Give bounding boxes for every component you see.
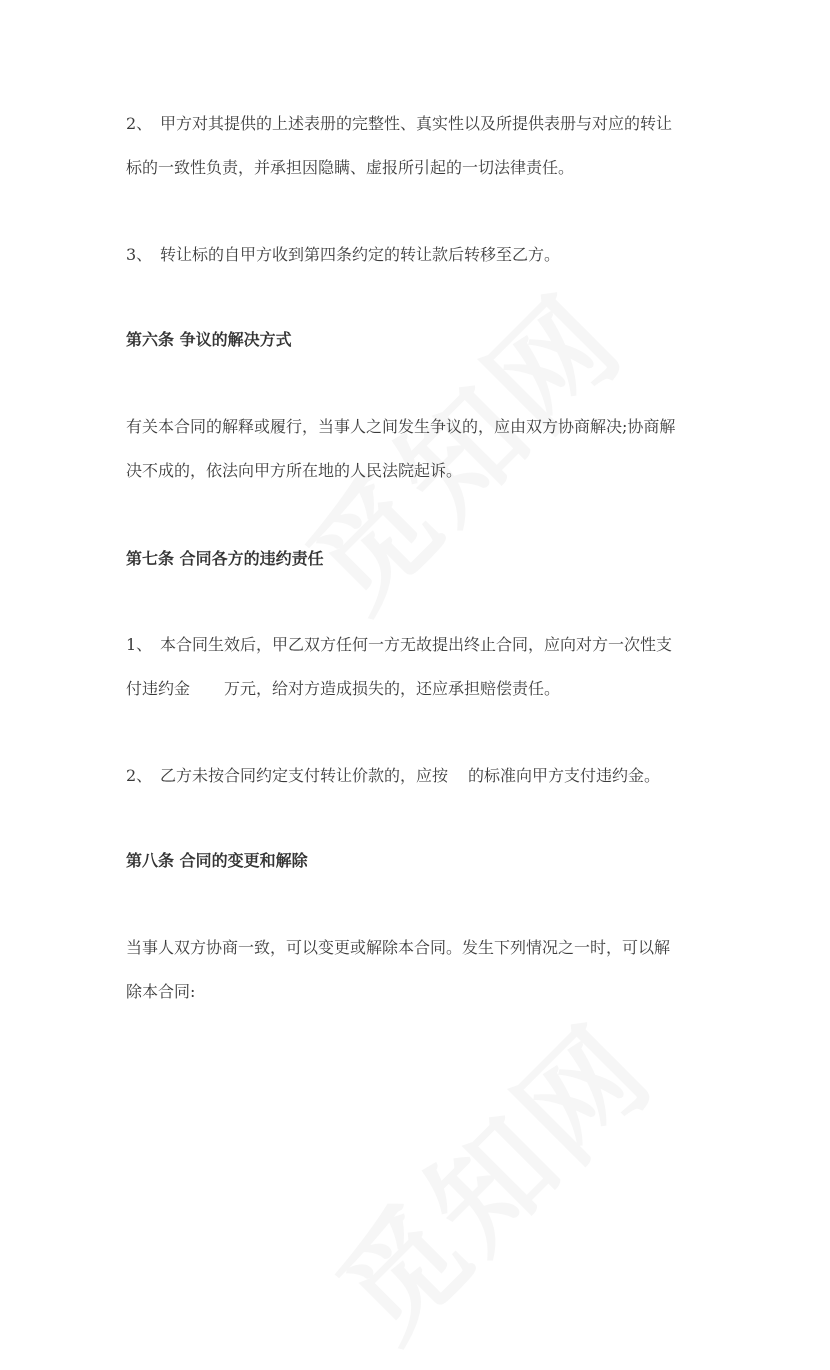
paragraph-text: 当事人双方协商一致，可以变更或解除本合同。发生下列情况之一时，可以解 — [126, 938, 671, 957]
article-7-heading: 第七条 合同各方的违约责任 — [126, 549, 324, 568]
clause-number: 3、 — [126, 245, 153, 264]
clause-text: 万元，给对方造成损失的，还应承担赔偿责任。 — [224, 679, 561, 698]
paragraph-text: 除本合同: — [126, 982, 196, 1001]
clause-text: 本合同生效后，甲乙双方任何一方无故提出终止合同，应向对方一次性支 — [160, 635, 673, 654]
paragraph-text: 决不成的，依法向甲方所在地的人民法院起诉。 — [126, 461, 463, 480]
watermark — [295, 982, 684, 1370]
clause-3-paragraph — [126, 233, 706, 277]
clause-number: 2、 — [126, 114, 153, 133]
article-6-paragraph — [126, 405, 706, 493]
clause-2-paragraph — [126, 102, 706, 190]
clause-number: 1、 — [126, 635, 153, 654]
clause-text: 乙方未按合同约定支付转让价款的，应按 — [160, 766, 449, 785]
article-8-paragraph — [126, 926, 706, 1014]
clause-text: 转让标的自甲方收到第四条约定的转让款后转移至乙方。 — [160, 245, 561, 264]
clause-text: 标的一致性负责，并承担因隐瞒、虚报所引起的一切法律责任。 — [126, 158, 575, 177]
clause-text: 付违约金 — [126, 679, 191, 698]
article-7-item-1 — [126, 623, 706, 711]
clause-number: 2、 — [126, 766, 153, 785]
article-8-heading: 第八条 合同的变更和解除 — [126, 851, 308, 870]
clause-text: 甲方对其提供的上述表册的完整性、真实性以及所提供表册与对应的转让 — [160, 114, 673, 133]
article-6-heading: 第六条 争议的解决方式 — [126, 330, 292, 349]
paragraph-text: 有关本合同的解释或履行，当事人之间发生争议的，应由双方协商解决;协商解 — [126, 417, 676, 436]
clause-text: 的标准向甲方支付违约金。 — [468, 766, 661, 785]
article-7-item-2 — [126, 754, 706, 798]
